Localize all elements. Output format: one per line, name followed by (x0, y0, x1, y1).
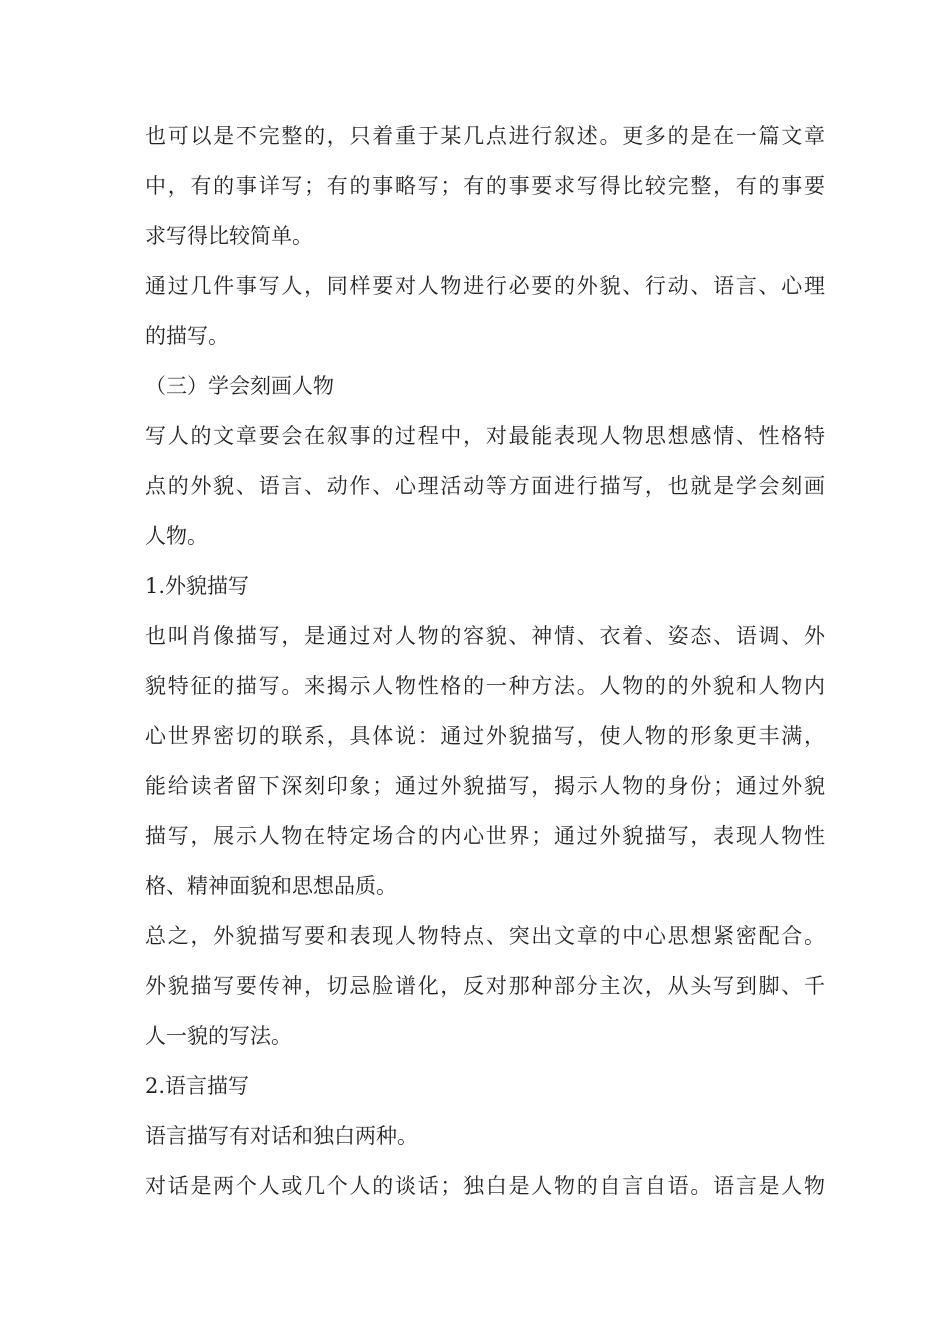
text-line: 点的外貌、语言、动作、心理活动等方面进行描写，也就是学会刻画 (145, 474, 825, 498)
text-line: 心世界密切的联系，具体说：通过外貌描写，使人物的形象更丰满， (145, 724, 825, 748)
text-line: 也可以是不完整的，只着重于某几点进行叙述。更多的是在一篇文章 (145, 124, 825, 148)
text-line: 人一貌的写法。 (145, 1024, 292, 1048)
text-line: 能给读者留下深刻印象；通过外貌描写，揭示人物的身份；通过外貌 (145, 774, 825, 798)
text-line: 对话是两个人或几个人的谈话；独白是人物的自言自语。语言是人物 (145, 1174, 825, 1198)
text-line: 也叫肖像描写，是通过对人物的容貌、神情、衣着、姿态、语调、外 (145, 624, 825, 648)
subsection-heading: 1.外貌描写 (145, 574, 250, 598)
text-line: 语言描写有对话和独白两种。 (145, 1124, 418, 1148)
text-line: 外貌描写要传神，切忌脸谱化，反对那种部分主次，从头写到脚、千 (145, 974, 825, 998)
text-line: 的描写。 (145, 324, 229, 348)
text-line: 中，有的事详写；有的事略写；有的事要求写得比较完整，有的事要 (145, 174, 825, 198)
text-line: 总之，外貌描写要和表现人物特点、突出文章的中心思想紧密配合。 (145, 924, 825, 948)
subsection-heading: 2.语言描写 (145, 1074, 250, 1098)
text-line: 求写得比较简单。 (145, 224, 313, 248)
text-line: 写人的文章要会在叙事的过程中，对最能表现人物思想感情、性格特 (145, 424, 825, 448)
text-line: 通过几件事写人，同样要对人物进行必要的外貌、行动、语言、心理 (145, 274, 825, 298)
text-line: 貌特征的描写。来揭示人物性格的一种方法。人物的的外貌和人物内 (145, 674, 825, 698)
section-heading: （三）学会刻画人物 (145, 374, 334, 398)
text-line: 人物。 (145, 524, 208, 548)
text-line: 描写，展示人物在特定场合的内心世界；通过外貌描写，表现人物性 (145, 824, 825, 848)
text-line: 格、精神面貌和思想品质。 (145, 874, 397, 898)
